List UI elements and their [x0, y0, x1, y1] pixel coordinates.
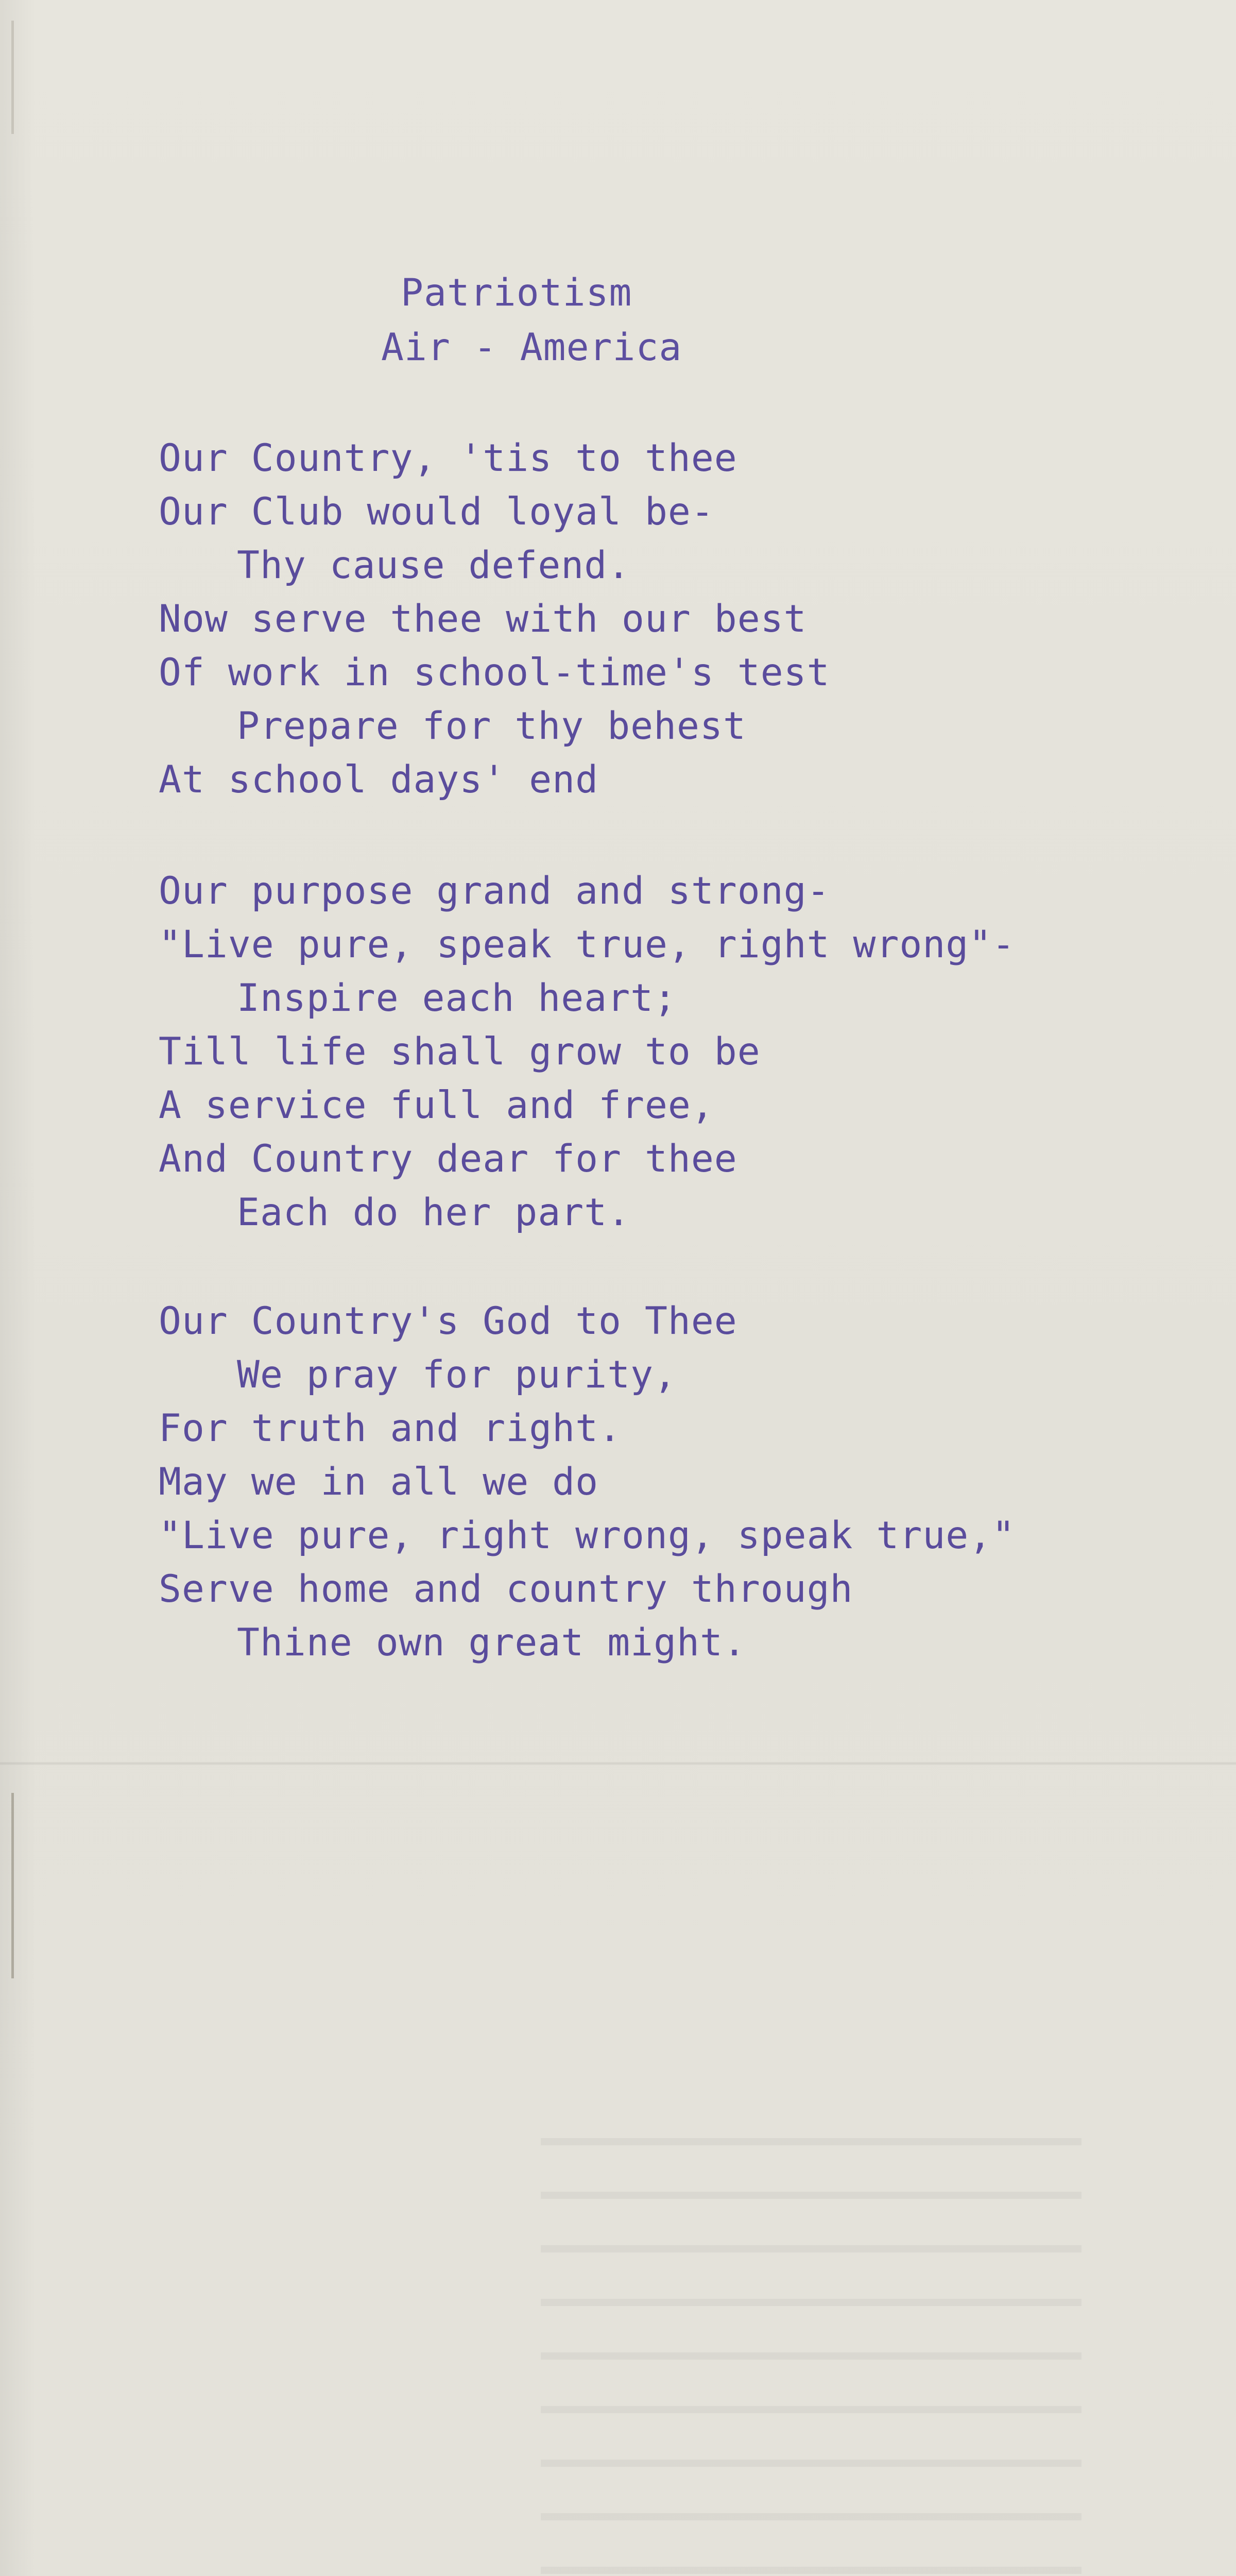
- poem-line: We pray for purity,: [237, 1353, 677, 1397]
- poem-line: And Country dear for thee: [159, 1137, 737, 1181]
- poem-line: Each do her part.: [237, 1191, 631, 1234]
- poem-line: Thine own great might.: [237, 1621, 746, 1665]
- poem-line: Of work in school-time's test: [159, 651, 830, 694]
- poem-line: Till life shall grow to be: [159, 1030, 761, 1074]
- poem-line: Now serve thee with our best: [159, 597, 807, 641]
- poem-line: Our Country's God to Thee: [159, 1299, 737, 1343]
- stanza-1: [159, 432, 830, 807]
- poem-line: "Live pure, right wrong, speak true,": [159, 1514, 1016, 1557]
- poem-line: For truth and right.: [159, 1406, 622, 1450]
- poem-line: Our Country, 'tis to thee: [159, 436, 737, 480]
- edge-mark: [11, 21, 14, 134]
- stanza-2: [159, 865, 1015, 1240]
- poem-line: Inspire each heart;: [237, 976, 677, 1020]
- poem-line: At school days' end: [159, 758, 599, 802]
- stanza-3: [159, 1295, 1015, 1670]
- poem-line: Thy cause defend.: [237, 544, 631, 587]
- poem-line: "Live pure, speak true, right wrong"-: [159, 923, 1016, 967]
- paper-fold: [0, 1762, 1236, 1765]
- poem-line: Our Club would loyal be-: [159, 490, 714, 534]
- edge-mark: [11, 1793, 14, 1978]
- poem-tune: Air - America: [381, 326, 682, 369]
- bleed-through-text: [541, 2138, 1082, 2576]
- poem-line: Prepare for thy behest: [237, 704, 746, 748]
- poem-line: A service full and free,: [159, 1083, 714, 1127]
- poem-line: Our purpose grand and strong-: [159, 869, 830, 913]
- poem-line: Serve home and country through: [159, 1567, 853, 1611]
- poem-line: May we in all we do: [159, 1460, 599, 1504]
- poem-title: Patriotism: [401, 271, 632, 315]
